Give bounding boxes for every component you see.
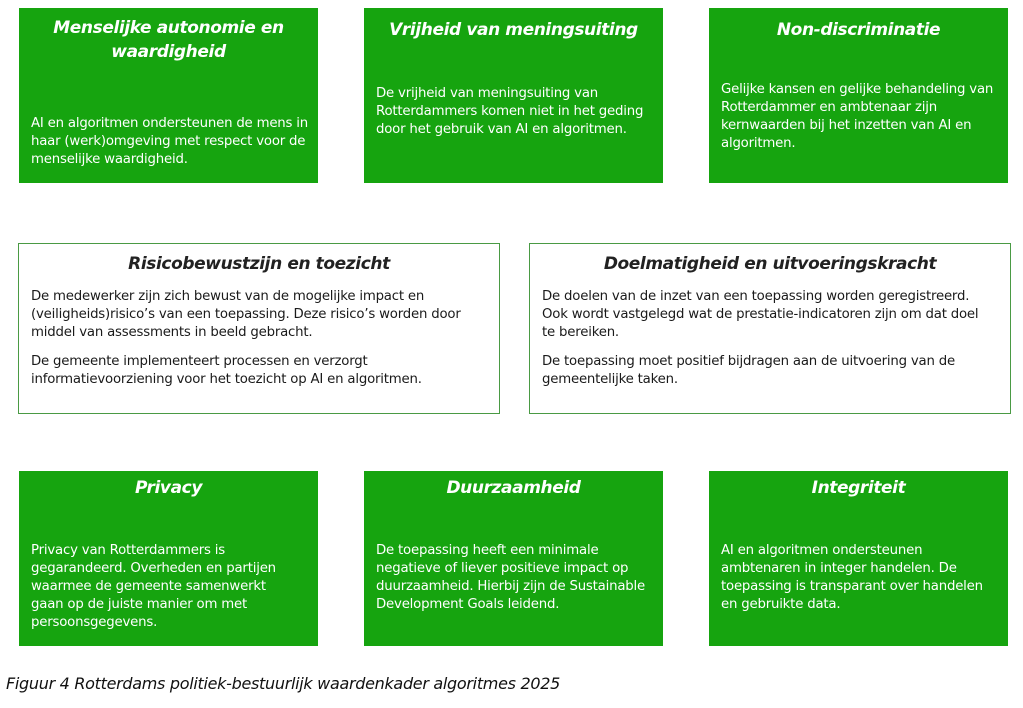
card-body <box>31 288 485 400</box>
card-title: Non-discriminatie <box>776 20 941 40</box>
card-title: Vrijheid van meningsuiting <box>389 20 638 40</box>
value-card-duurzaamheid <box>364 471 663 646</box>
card-body: De toepassing heeft een minimale negatieve of liever positieve impact op duurzaamheid. Hierbij zijn de Sustainable Development Goals leidend. <box>376 543 645 612</box>
card-paragraph: De toepassing moet positief bijdragen aan de uitvoering van de gemeentelijke taken. <box>542 354 955 387</box>
card-body: Privacy van Rotterdammers is gegarandeerd. Overheden en partijen waarmee de gemeente samenwerkt gaan op de juiste manier om met persoonsgegevens. <box>31 543 276 630</box>
card-title: Risicobewustzijn en toezicht <box>128 254 390 274</box>
card-paragraph: De medewerker zijn zich bewust van de mogelijke impact en (veiligheids)risico’s van een toepassing. Deze risico’s worden door middel van assessments in beeld gebracht. <box>31 289 461 340</box>
card-body: Gelijke kansen en gelijke behandeling van Rotterdammer en ambtenaar zijn kernwaarden bij het inzetten van AI en algoritmen. <box>721 82 994 151</box>
value-card-risicobewustzijn <box>18 243 500 414</box>
value-card-vrijheid-van-meningsuiting <box>364 8 663 183</box>
card-body: De vrijheid van meningsuiting van Rotterdammers komen niet in het geding door het gebruik van AI en algoritmen. <box>376 86 644 137</box>
card-paragraph: De gemeente implementeert processen en verzorgt informatievoorziening voor het toezicht op AI en algoritmen. <box>31 354 422 387</box>
card-paragraph: De doelen van de inzet van een toepassing worden geregistreerd. Ook wordt vastgelegd wat de prestatie-indicatoren zijn om dat doel te bereiken. <box>542 289 979 340</box>
card-title: Doelmatigheid en uitvoeringskracht <box>603 254 937 274</box>
card-title: Duurzaamheid <box>446 478 581 498</box>
figure-caption: Figuur 4 Rotterdams politiek-bestuurlijk waardenkader algoritmes 2025 <box>6 674 560 693</box>
value-card-menselijke-autonomie <box>19 8 318 183</box>
card-title: Privacy <box>134 478 203 498</box>
card-title: Menselijke autonomie en waardigheid <box>53 18 284 62</box>
card-title: Integriteit <box>811 478 906 498</box>
card-body: AI en algoritmen ondersteunen de mens in haar (werk)omgeving met respect voor de menselijke waardigheid. <box>31 116 309 167</box>
value-card-privacy <box>19 471 318 646</box>
card-body <box>542 288 994 400</box>
value-card-doelmatigheid <box>529 243 1011 414</box>
card-body: AI en algoritmen ondersteunen ambtenaren in integer handelen. De toepassing is transparant over handelen en gebruikte data. <box>721 543 983 612</box>
value-card-integriteit <box>709 471 1008 646</box>
value-card-non-discriminatie <box>709 8 1008 183</box>
